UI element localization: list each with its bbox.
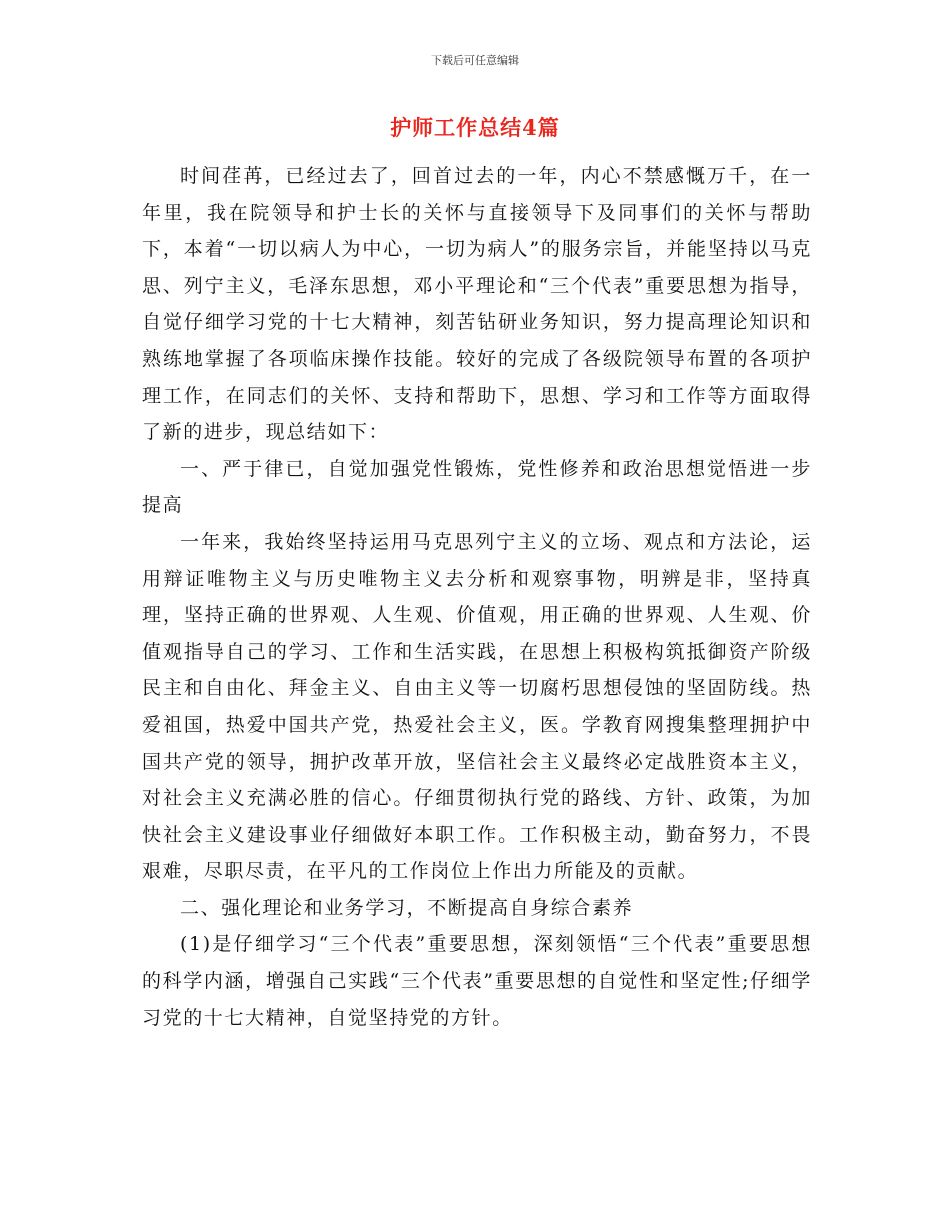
header-note: 下载后可任意编辑 <box>431 54 519 67</box>
section-heading-2: 二、强化理论和业务学习，不断提高自身综合素养 <box>180 896 634 919</box>
document-title: 护师工作总结4篇 <box>390 115 560 140</box>
paragraph-intro: 时间荏苒，已经过去了，回首过去的一年，内心不禁感慨万千，在一年里，我在院领导和护士长的关怀与直接领导下及同事们的关怀与帮助下，本着“一切以病人为中心，一切为病人”的服务宗旨，并能坚持以马克思、列宁主义，毛泽东思想，邓小平理论和“三个代表”重要思想为指导，自觉仔细学习党的十七大精神，刻苦钻研业务知识，努力提高理论知识和熟练地掌握了各项临床操作技能。较好的完成了各级院领导布置的各项护理工作，在同志们的关怀、支持和帮助下，思想、学习和工作等方面取得了新的进步，现总结如下： <box>142 165 812 444</box>
paragraph-section-2-item-1: (1)是仔细学习“三个代表”重要思想，深刻领悟“三个代表”重要思想的科学内涵，增强自己实践“三个代表”重要思想的自觉性和坚定性;仔细学习党的十七大精神，自觉坚持党的方针。 <box>142 933 812 1029</box>
document-body <box>142 158 812 1036</box>
paragraph-section-1: 一年来，我始终坚持运用马克思列宁主义的立场、观点和方法论，运用辩证唯物主义与历史唯物主义去分析和观察事物，明辨是非，坚持真理，坚持正确的世界观、人生观、价值观，用正确的世界观、人生观、价值观指导自己的学习、工作和生活实践，在思想上积极构筑抵御资产阶级民主和自由化、拜金主义、自由主义等一切腐朽思想侵蚀的坚固防线。热爱祖国，热爱中国共产党，热爱社会主义，医。学教育网搜集整理拥护中国共产党的领导，拥护改革开放，坚信社会主义最终必定战胜资本主义，对社会主义充满必胜的信心。仔细贯彻执行党的路线、方针、政策，为加快社会主义建设事业仔细做好本职工作。工作积极主动，勤奋努力，不畏艰难，尽职尽责，在平凡的工作岗位上作出力所能及的贡献。 <box>142 530 812 883</box>
section-heading-1: 一、严于律已，自觉加强党性锻炼，党性修养和政治思想觉悟进一步提高 <box>142 457 812 517</box>
